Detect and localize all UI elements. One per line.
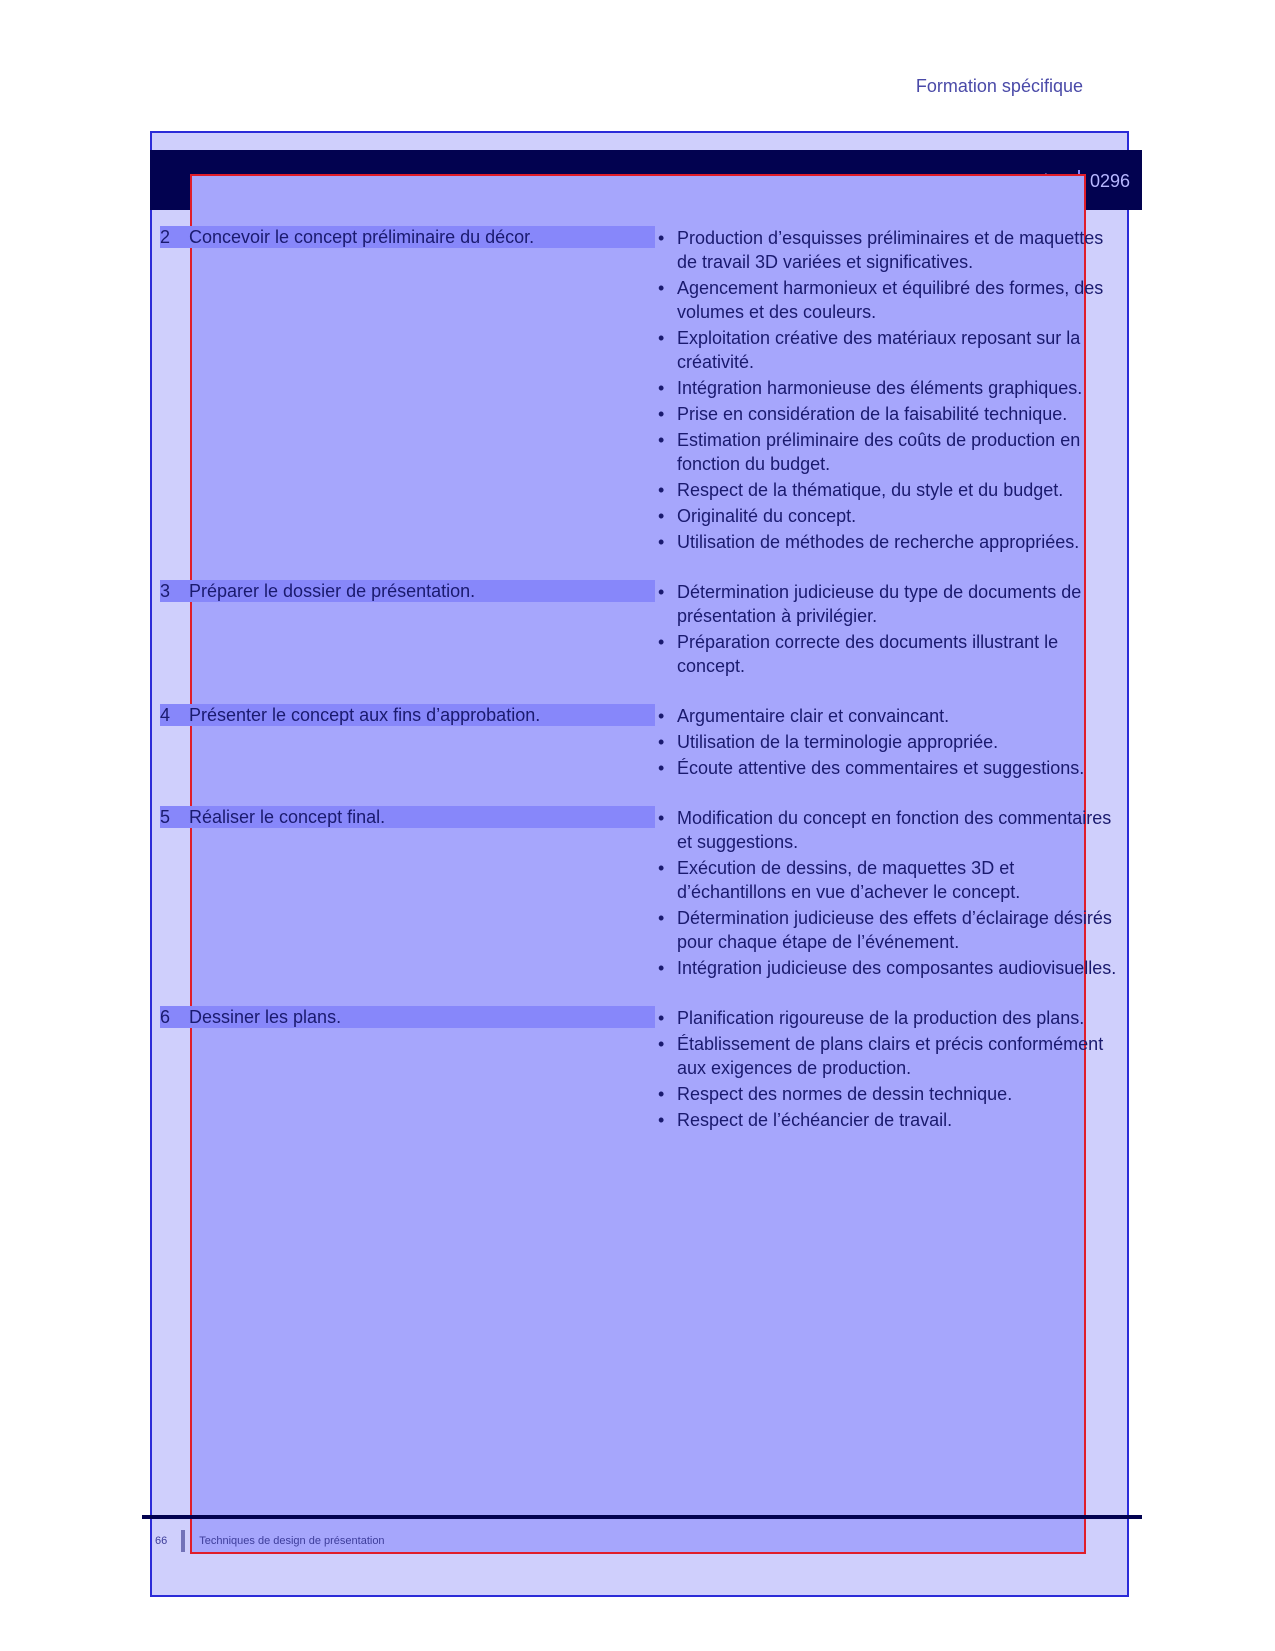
criteria-list [655, 226, 1125, 556]
step-number: 6 [160, 1007, 171, 1027]
criteria-list [655, 1006, 1125, 1134]
criterion-item: • Intégration harmonieuse des éléments graphiques. [655, 376, 1125, 400]
code-value: 0296 [1089, 170, 1130, 191]
section-label: Formation spécifique [915, 76, 1083, 96]
footer-separator [181, 1530, 185, 1552]
step-number: 4 [160, 705, 171, 725]
criteria-list [655, 806, 1125, 982]
step-row [160, 580, 1125, 680]
step-cell [160, 580, 655, 602]
criterion-item: • Originalité du concept. [655, 504, 1125, 528]
criterion-item: • Respect de l’échéancier de travail. [655, 1108, 1125, 1132]
step-row [160, 806, 1125, 982]
step-title: Présenter le concept aux fins d’approbation. [189, 705, 541, 725]
step-number: 5 [160, 807, 171, 827]
criterion-item: • Production d’esquisses préliminaires et de maquettes de travail 3D variées et significatives. [655, 226, 1125, 274]
criterion-item: • Exécution de dessins, de maquettes 3D et d’échantillons en vue d’achever le concept. [655, 856, 1125, 904]
step-title: Réaliser le concept final. [189, 807, 386, 827]
step-title: Dessiner les plans. [189, 1007, 342, 1027]
criterion-item: • Utilisation de la terminologie appropriée. [655, 730, 1125, 754]
criterion-item: • Détermination judicieuse du type de documents de présentation à privilégier. [655, 580, 1125, 628]
step-number: 3 [160, 581, 171, 601]
page-footer [155, 1530, 385, 1552]
criterion-item: • Planification rigoureuse de la production des plans. [655, 1006, 1125, 1030]
step-cell [160, 806, 655, 828]
step-row [160, 704, 1125, 782]
step-row [160, 1006, 1125, 1134]
steps-table [160, 226, 1125, 1158]
criterion-item: • Détermination judicieuse des effets d’éclairage désirés pour chaque étape de l’événement. [655, 906, 1125, 954]
criterion-item: • Modification du concept en fonction des commentaires et suggestions. [655, 806, 1125, 854]
criterion-item: • Intégration judicieuse des composantes audiovisuelles. [655, 956, 1125, 980]
step-number: 2 [160, 227, 171, 247]
criterion-item: • Argumentaire clair et convaincant. [655, 704, 1125, 728]
step-cell [160, 226, 655, 248]
step-title: Concevoir le concept préliminaire du décor. [189, 227, 535, 247]
criteria-list [655, 704, 1125, 782]
step-cell [160, 704, 655, 726]
criterion-item: • Prise en considération de la faisabilité technique. [655, 402, 1125, 426]
criterion-item: • Exploitation créative des matériaux reposant sur la créativité. [655, 326, 1125, 374]
step-row [160, 226, 1125, 556]
step-cell [160, 1006, 655, 1028]
criterion-item: • Respect de la thématique, du style et du budget. [655, 478, 1125, 502]
footer-divider [142, 1515, 1142, 1519]
criterion-item: • Respect des normes de dessin technique. [655, 1082, 1125, 1106]
criterion-item: • Agencement harmonieux et équilibré des formes, des volumes et des couleurs. [655, 276, 1125, 324]
criterion-item: • Estimation préliminaire des coûts de production en fonction du budget. [655, 428, 1125, 476]
criterion-item: • Préparation correcte des documents illustrant le concept. [655, 630, 1125, 678]
criterion-item: • Écoute attentive des commentaires et suggestions. [655, 756, 1125, 780]
criterion-item: • Établissement de plans clairs et précis conformément aux exigences de production. [655, 1032, 1125, 1080]
page-number: 66 [155, 1535, 168, 1547]
program-title: Techniques de design de présentation [199, 1535, 385, 1547]
criteria-list [655, 580, 1125, 680]
step-title: Préparer le dossier de présentation. [189, 581, 476, 601]
criterion-item: • Utilisation de méthodes de recherche appropriées. [655, 530, 1125, 554]
